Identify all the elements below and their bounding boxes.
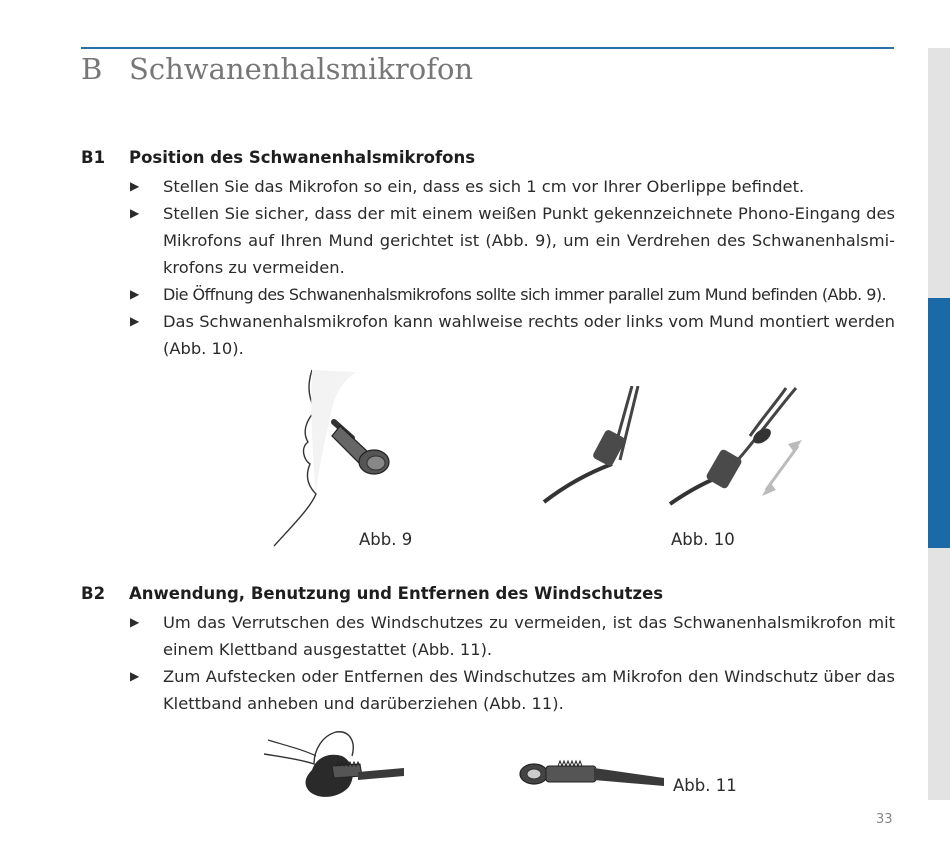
list-item-text: Die Öffnung des Schwanenhalsmikrofons sollte sich immer parallel zum Mund befinden (Abb. 9). (163, 285, 887, 304)
figure-9-illustration (270, 368, 400, 552)
figure-11-hand-illustration (258, 722, 408, 806)
page-number: 33 (876, 812, 893, 827)
chapter-tab-marker (928, 298, 950, 548)
section-heading-b1 (81, 148, 475, 167)
section-number: B1 (81, 148, 106, 167)
chapter-title-text: Schwanenhalsmikrofon (129, 52, 474, 86)
figure-11-microphone-illustration (518, 756, 666, 796)
list-item-text: Das Schwanenhalsmikrofon kann wahlweise rechts oder links vom Mund montiert werden (Abb. 10). (163, 312, 895, 358)
list-item (130, 308, 895, 362)
list-item (130, 173, 895, 200)
figure-9-caption: Abb. 9 (359, 530, 413, 549)
bullet-list-b1 (130, 173, 895, 362)
section-heading-b2 (81, 584, 663, 603)
bullet-arrow-icon: ▶ (130, 669, 140, 683)
list-item (130, 609, 895, 663)
chapter-letter: B (81, 52, 103, 86)
header-rule (81, 47, 894, 49)
list-item (130, 281, 895, 308)
list-item-text: Zum Aufstecken oder Entfernen des Windschutzes am Mikrofon den Windschutz über das Klettband anheben und darüberziehen (Abb. 11). (163, 667, 895, 713)
bullet-arrow-icon: ▶ (130, 206, 140, 220)
bullet-arrow-icon: ▶ (130, 179, 140, 193)
bullet-arrow-icon: ▶ (130, 615, 140, 629)
section-title: Position des Schwanenhalsmikrofons (129, 148, 476, 167)
list-item-text: Stellen Sie das Mikrofon so ein, dass es sich 1 cm vor Ihrer Oberlippe befindet. (163, 177, 805, 196)
list-item-text: Stellen Sie sicher, dass der mit einem weißen Punkt gekennzeichnete Phono-Eingang des Mikrofons auf Ihren Mund gerichtet ist (Abb. 9), um ein Verdrehen des Schwanenhalsmikrofons zu vermeiden. (163, 204, 895, 277)
bullet-arrow-icon: ▶ (130, 314, 140, 328)
list-item-text: Um das Verrutschen des Windschutzes zu vermeiden, ist das Schwanenhalsmikrofon mit einem Klettband ausgestattet (Abb. 11). (163, 613, 895, 659)
figure-10-illustration (540, 386, 810, 510)
bullet-list-b2 (130, 609, 895, 717)
chapter-title (81, 52, 473, 86)
list-item (130, 663, 895, 717)
list-item (130, 200, 895, 281)
figure-11-caption: Abb. 11 (673, 776, 737, 795)
section-number: B2 (81, 584, 106, 603)
section-title: Anwendung, Benutzung und Entfernen des Windschutzes (129, 584, 664, 603)
bullet-arrow-icon: ▶ (130, 287, 139, 301)
figure-10-caption: Abb. 10 (671, 530, 735, 549)
